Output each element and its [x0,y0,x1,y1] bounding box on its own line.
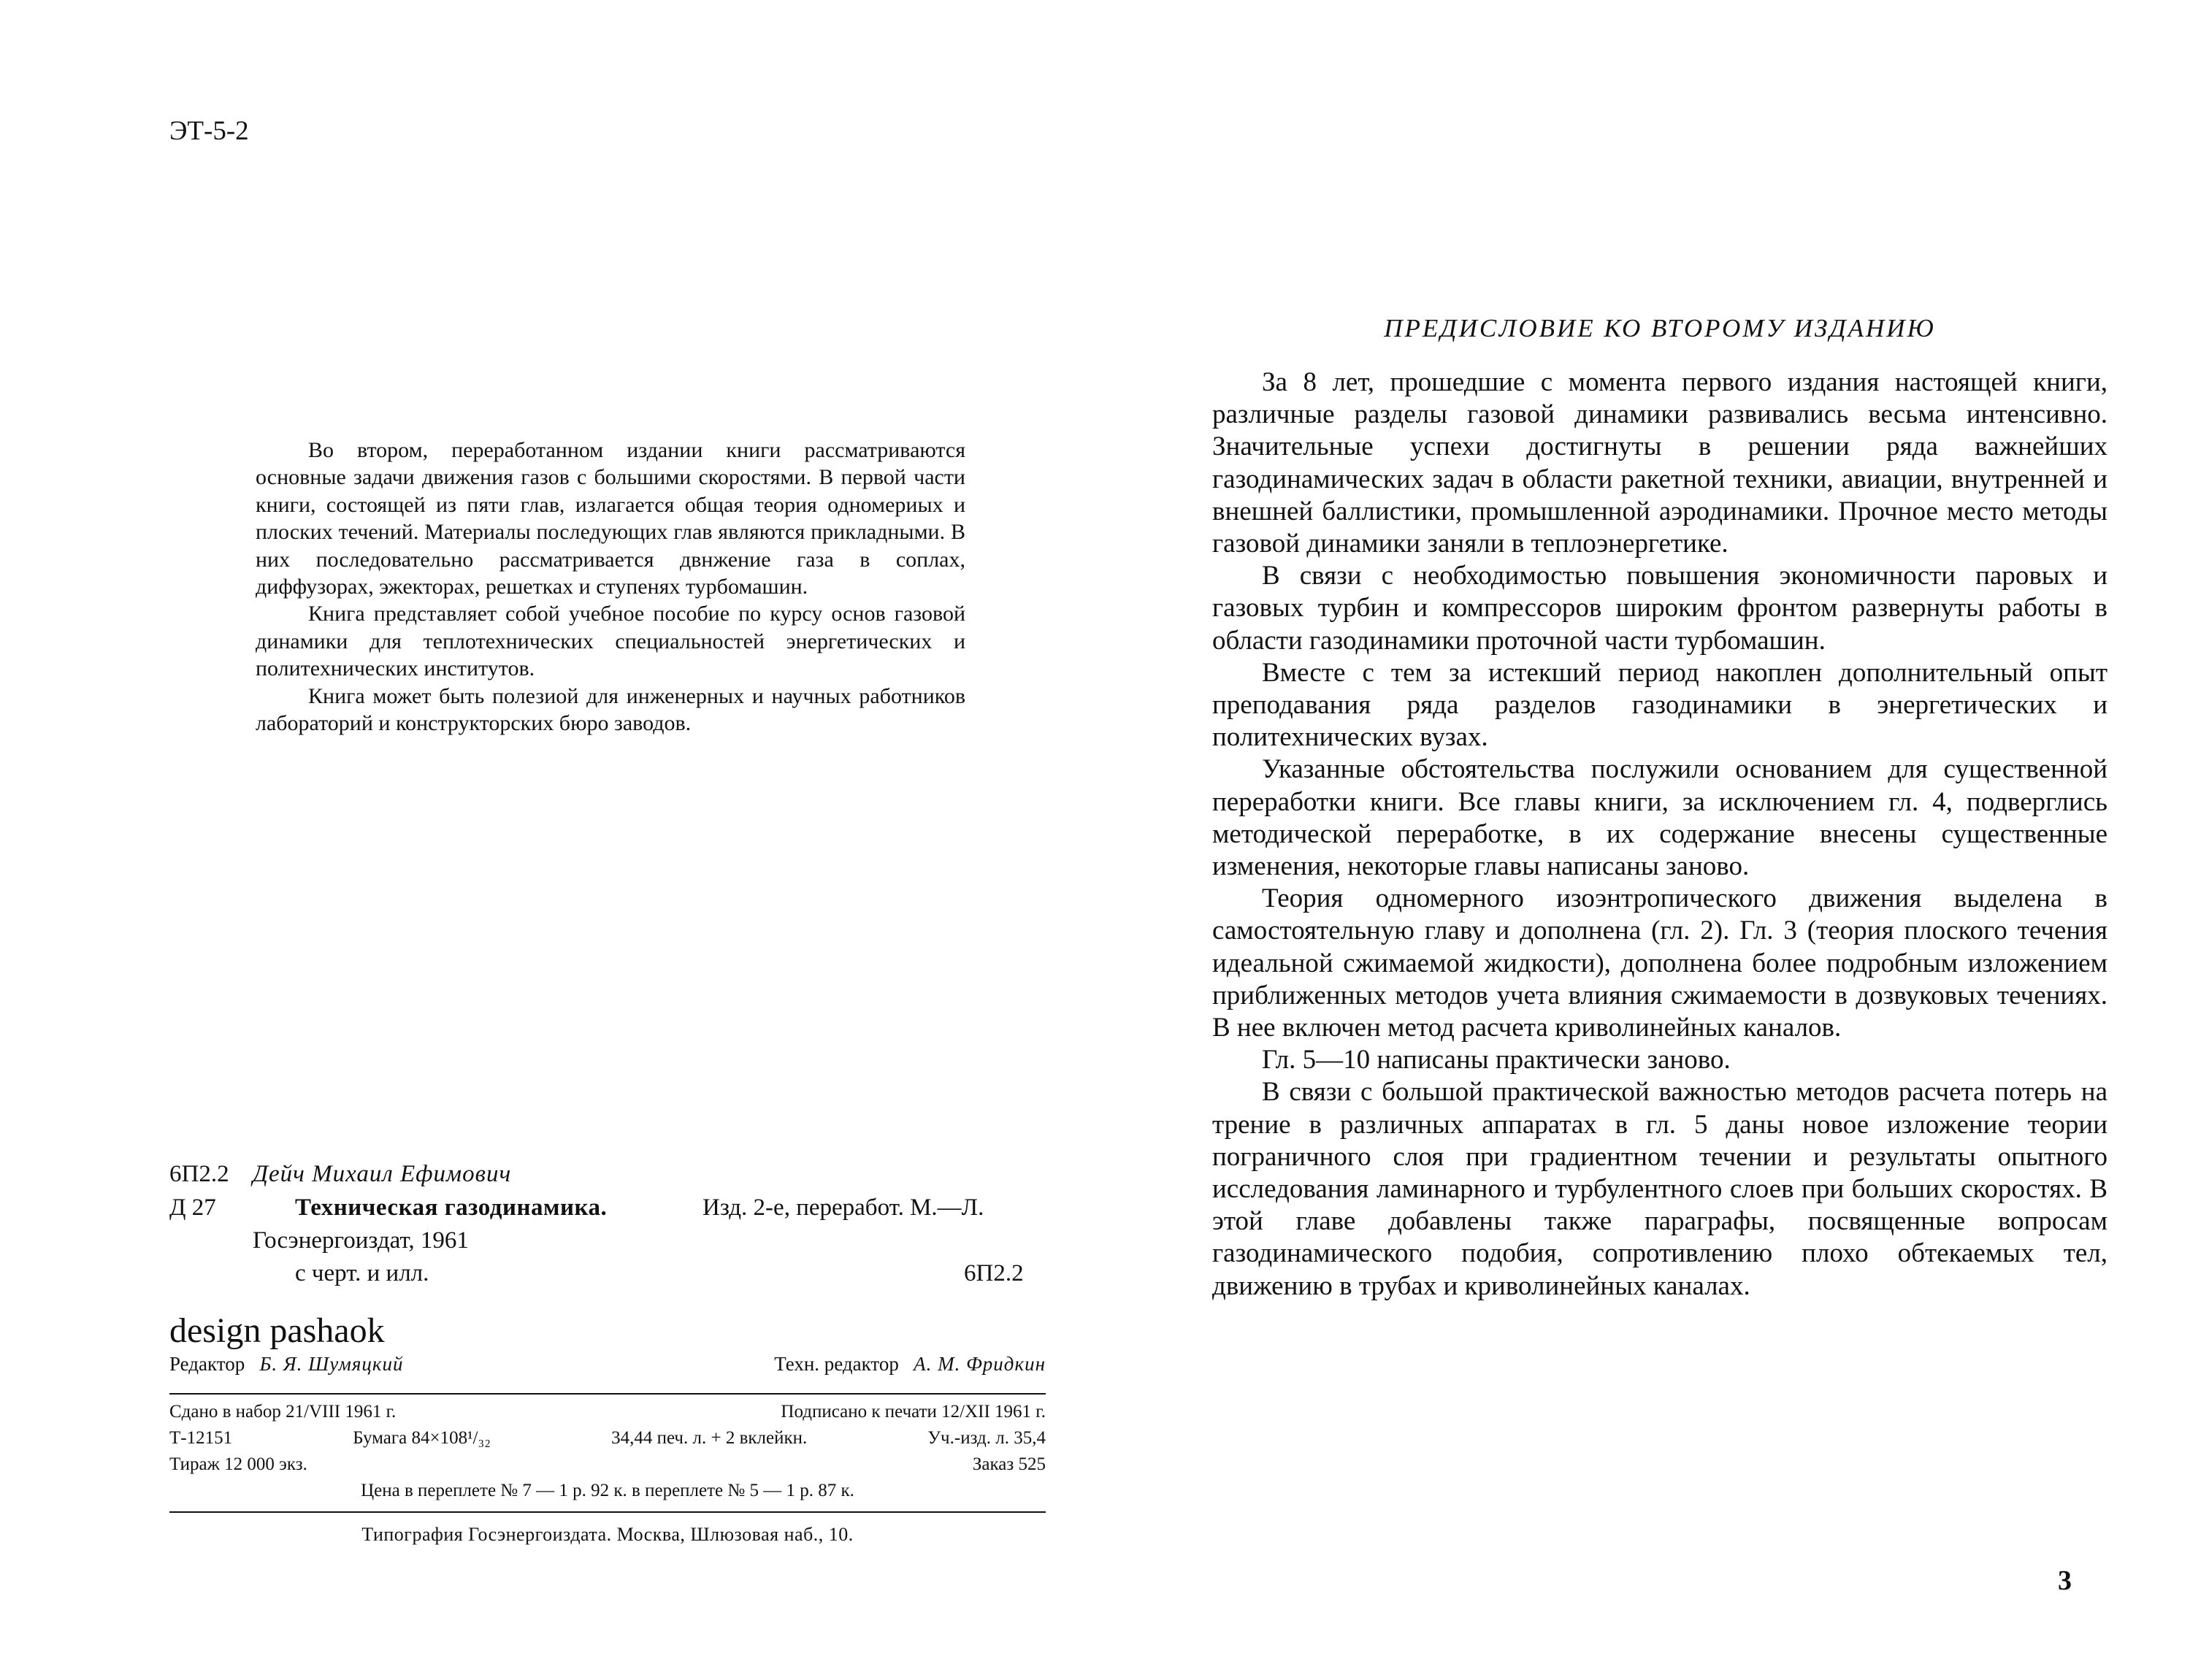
catalog-card-title: Техническая газодинамика. [295,1194,608,1221]
catalog-card-illustrations: с черт. и илл. [295,1260,429,1286]
preface-paragraph: Вместе с тем за истекший период накоплен дополнительный опыт преподавания ряда разделов газодинамики в энергетических и политехнических вузах. [1212,657,2107,753]
editor-name: Б. Я. Шумяцкий [259,1353,404,1375]
preface-body [1212,367,2107,1303]
editor-label: Редактор [169,1353,245,1375]
imprint-row [169,1454,1046,1475]
editors-row [169,1353,1046,1376]
catalog-card-edition: Изд. 2-е, переработ. М.—Л. [702,1194,984,1221]
preface-paragraph: В связи с большой практической важностью методов расчета потерь на трение в различных аппаратах в гл. 5 даны новое изложение теории пограничного слоя при градиентном течении и результаты опытного исследования ламинарного и турбулентного слоев при больших скоростях. В этой главе добавлены также параграфы, посвященные вопросам газодинамического подобия, сопротивлению плохо обтекаемых тел, движению в трубах и криволинейных каналах. [1212,1077,2107,1301]
imprint-print-run: Тираж 12 000 экз. [169,1454,307,1474]
preface-paragraph: Указанные обстоятельства послужили основанием для существенной переработки книги. Все главы книги, за исключением гл. 4, подверглись методической переработке, в их содержание внесены существенные изменения, некоторые главы написаны заново. [1212,754,2107,882]
preface-paragraph: За 8 лет, прошедшие с момента первого издания настоящей книги, различные разделы газовой динамики развивались весьма интенсивно. Значительные успехи достигнуты в решении ряда важнейших газодинамических задач в области ракетной техники, авиации, внутренней и внешней баллистики, промышленной аэродинамики. Прочное место методы газовой динамики заняли в теплоэнергетике. [1212,367,2107,559]
preface-paragraph: Теория одномерного изоэнтропического движения выделена в самостоятельную главу и дополнена (гл. 2). Гл. 3 (теория плоского течения идеальной сжимаемой жидкости), дополнена более подробным изложением приближенных методов учета влияния сжимаемости в дозвуковых течениях. В нее включен метод расчета криволинейных каналов. [1212,883,2107,1043]
annotation [256,437,965,737]
imprint-order-number: Заказ 525 [972,1454,1046,1474]
imprint-paper: Бумага 84×108¹/₃₂ [353,1428,491,1448]
signature: design pashaok [169,1311,385,1350]
annotation-paragraph: Книга может быть полезиой для инженерных и научных работников лабораторий и конструкторских бюро заводов. [256,683,965,736]
preface-paragraph: Гл. 5—10 написаны практически заново. [1262,1045,1731,1075]
annotation-paragraph: Книга представляет собой учебное пособие по курсу основ газовой динамики для теплотехнических специальностей энергетических и политехнических институтов. [256,602,965,681]
tech-editor [774,1353,1046,1376]
editor [169,1353,404,1376]
preface-title: ПРЕДИСЛОВИЕ КО ВТОРОМУ ИЗДАНИЮ [1384,314,1936,342]
printer-line: Типография Госэнергоиздата. Москва, Шлюзовая наб., 10. [361,1524,854,1545]
catalog-card-author: Дейч Михаил Ефимович [253,1161,512,1187]
imprint-price: Цена в переплете № 7 — 1 р. 92 к. в переплете № 5 — 1 р. 87 к. [361,1481,854,1500]
imprint-signed-to-print: Подписано к печати 12/XII 1961 г. [781,1402,1046,1422]
page-number: 3 [2058,1565,2072,1596]
divider [169,1511,1046,1513]
imprint-row [169,1402,1046,1422]
preface-paragraph: В связи с необходимостью повышения экономичности паровых и газовых турбин и компрессоров широким фронтом развернуты работы в области газодинамики проточной части турбомашин. [1212,561,2107,656]
catalog-card-cutter-code: Д 27 [169,1194,216,1221]
imprint-row [169,1481,1046,1501]
annotation-paragraph: Во втором, переработанном издании книги рассматриваются основные задачи движения газов с большими скоростями. В первой части книги, состоящей из пяти глав, излагается общая теория одномериых и плоских течений. Материалы последующих глав являются прикладными. В них последовательно рассматривается двнжение газа в соплах, диффузорах, эжекторах, решетках и ступенях турбомашин. [256,438,965,599]
imprint-sheets: 34,44 печ. л. + 2 вклейкн. [611,1428,808,1448]
catalog-card-publisher: Госэнергоиздат, 1961 [253,1227,469,1254]
divider [169,1393,1046,1395]
imprint-sent-to-set: Сдано в набор 21/VIII 1961 г. [169,1402,397,1422]
imprint-publisher-sheets: Уч.-изд. л. 35,4 [927,1428,1046,1448]
imprint-order-code: Т-12151 [169,1428,233,1448]
catalog-card-class-code-right: 6П2.2 [964,1260,1024,1286]
corner-code: ЭТ-5-2 [169,116,249,146]
tech-editor-label: Техн. редактор [774,1353,899,1375]
tech-editor-name: А. М. Фридкин [914,1353,1046,1375]
catalog-card-class-code: 6П2.2 [169,1161,229,1187]
imprint-row [169,1428,1046,1449]
